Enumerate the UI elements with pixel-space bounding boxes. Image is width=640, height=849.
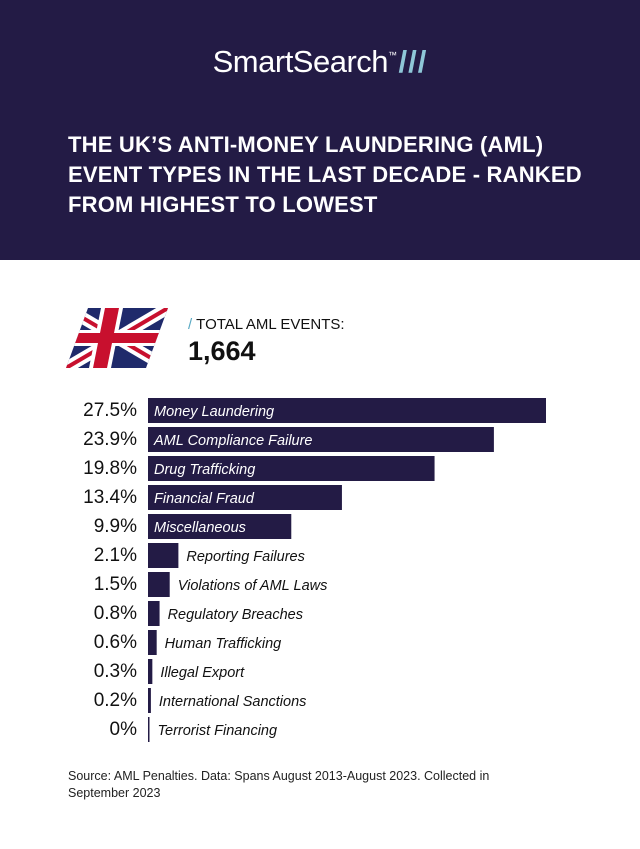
bar-value-label: 0.2% [93, 690, 137, 711]
bar-chart [0, 390, 640, 750]
page-title: THE UK’S ANTI-MONEY LAUNDERING (AML) EVENT TYPES IN THE LAST DECADE - RANKED FROM HIGHEST TO LOWEST [68, 132, 582, 217]
bar-category-label: Illegal Export [160, 665, 245, 681]
bar-category-label: Drug Trafficking [154, 462, 256, 478]
brand-name: SmartSearch [212, 44, 389, 79]
total-events-label: / TOTAL AML EVENTS: [188, 316, 345, 333]
bar-category-label: Money Laundering [154, 404, 275, 420]
bar-category-label: AML Compliance Failure [154, 433, 313, 449]
bar-category-label: Regulatory Breaches [167, 607, 304, 623]
bar-category-label: Terrorist Financing [157, 723, 278, 739]
bar-value-label: 13.4% [83, 487, 137, 508]
bar-category-label: Violations of AML Laws [177, 578, 328, 594]
bar-value-label: 0% [109, 719, 137, 740]
bar-value-label: 0.3% [93, 661, 137, 682]
bar-category-label: Miscellaneous [154, 520, 246, 536]
bar-value-label: 0.8% [93, 603, 137, 624]
bar [148, 717, 150, 742]
bar-category-label: Human Trafficking [164, 636, 282, 652]
bar-value-label: 23.9% [83, 429, 137, 450]
bar-value-label: 1.5% [93, 574, 137, 595]
brand-slashes: /// [398, 44, 428, 79]
bar-value-label: 19.8% [83, 458, 137, 479]
bar-category-label: Financial Fraud [154, 491, 254, 507]
bar-category-label: International Sanctions [158, 694, 307, 710]
total-events-value: 1,664 [188, 336, 256, 366]
bar [148, 688, 151, 713]
bar-category-label: Reporting Failures [186, 549, 305, 565]
bar [148, 543, 178, 568]
bar [148, 601, 160, 626]
source-note: Source: AML Penalties. Data: Spans August 2013-August 2023. Collected in September 2023 [68, 769, 490, 800]
bar-value-label: 2.1% [93, 545, 137, 566]
bar-value-label: 9.9% [93, 516, 137, 537]
bar-value-label: 27.5% [83, 400, 137, 421]
bar [148, 659, 152, 684]
slash-icon: / [188, 316, 193, 333]
header-banner [0, 0, 640, 260]
bar [148, 630, 157, 655]
uk-flag-icon [66, 308, 168, 368]
bar [148, 572, 170, 597]
brand-logo: SmartSearch™/// [212, 44, 428, 79]
bar-value-label: 0.6% [93, 632, 137, 653]
